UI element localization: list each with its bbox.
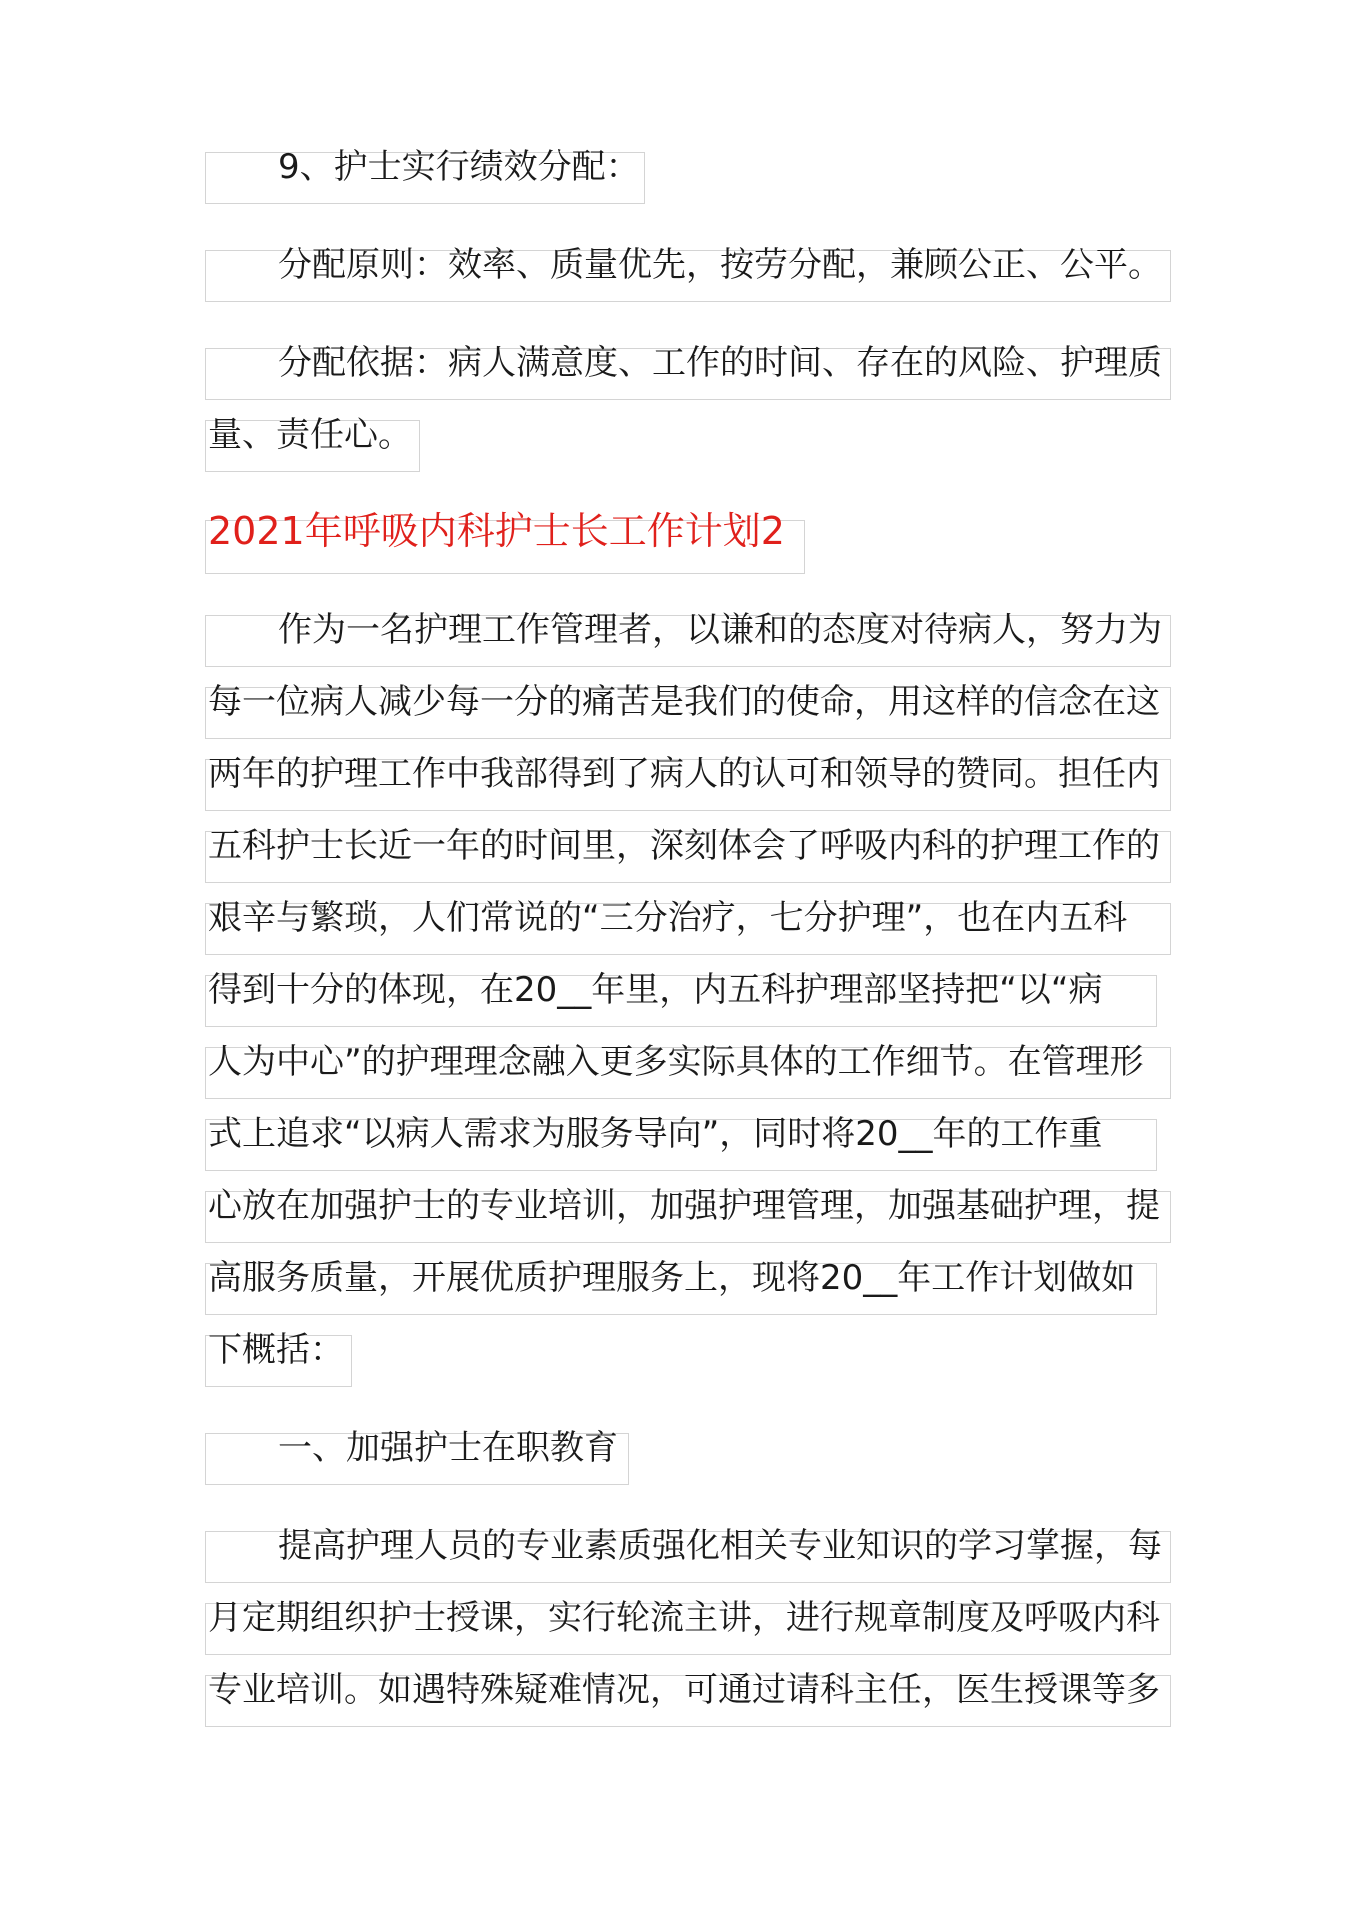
paragraph-line: 得到十分的体现，在20__年里，内五科护理部坚持把“以“病 [208,970,1103,1010]
paragraph-line: 提高护理人员的专业素质强化相关专业知识的学习掌握，每 [278,1526,1162,1566]
paragraph-line: 分配原则：效率、质量优先，按劳分配，兼顾公正、公平。 [278,245,1162,285]
paragraph-line: 人为中心”的护理理念融入更多实际具体的工作细节。在管理形 [208,1042,1144,1082]
paragraph-line: 量、责任心。 [208,415,412,455]
paragraph-line: 下概括： [208,1330,344,1370]
paragraph-line: 艰辛与繁琐，人们常说的“三分治疗，七分护理”，也在内五科 [208,898,1128,938]
paragraph-line: 月定期组织护士授课，实行轮流主讲，进行规章制度及呼吸内科 [208,1598,1160,1638]
paragraph-line: 作为一名护理工作管理者，以谦和的态度对待病人，努力为 [278,610,1162,650]
paragraph-line: 分配依据：病人满意度、工作的时间、存在的风险、护理质 [278,343,1162,383]
paragraph-line: 专业培训。如遇特殊疑难情况，可通过请科主任，医生授课等多 [208,1670,1160,1710]
paragraph-line: 两年的护理工作中我部得到了病人的认可和领导的赞同。担任内 [208,754,1160,794]
paragraph-line: 五科护士长近一年的时间里，深刻体会了呼吸内科的护理工作的 [208,826,1160,866]
paragraph-line: 心放在加强护士的专业培训，加强护理管理，加强基础护理，提 [208,1186,1160,1226]
list-item-heading: 9、护士实行绩效分配： [278,147,640,187]
paragraph-line: 高服务质量，开展优质护理服务上，现将20__年工作计划做如 [208,1258,1136,1298]
section-title: 2021年呼吸内科护士长工作计划2 [208,509,785,553]
subsection-heading: 一、加强护士在职教育 [278,1428,618,1468]
paragraph-line: 每一位病人减少每一分的痛苦是我们的使命，用这样的信念在这 [208,682,1160,722]
paragraph-line: 式上追求“以病人需求为服务导向”，同时将20__年的工作重 [208,1114,1103,1154]
